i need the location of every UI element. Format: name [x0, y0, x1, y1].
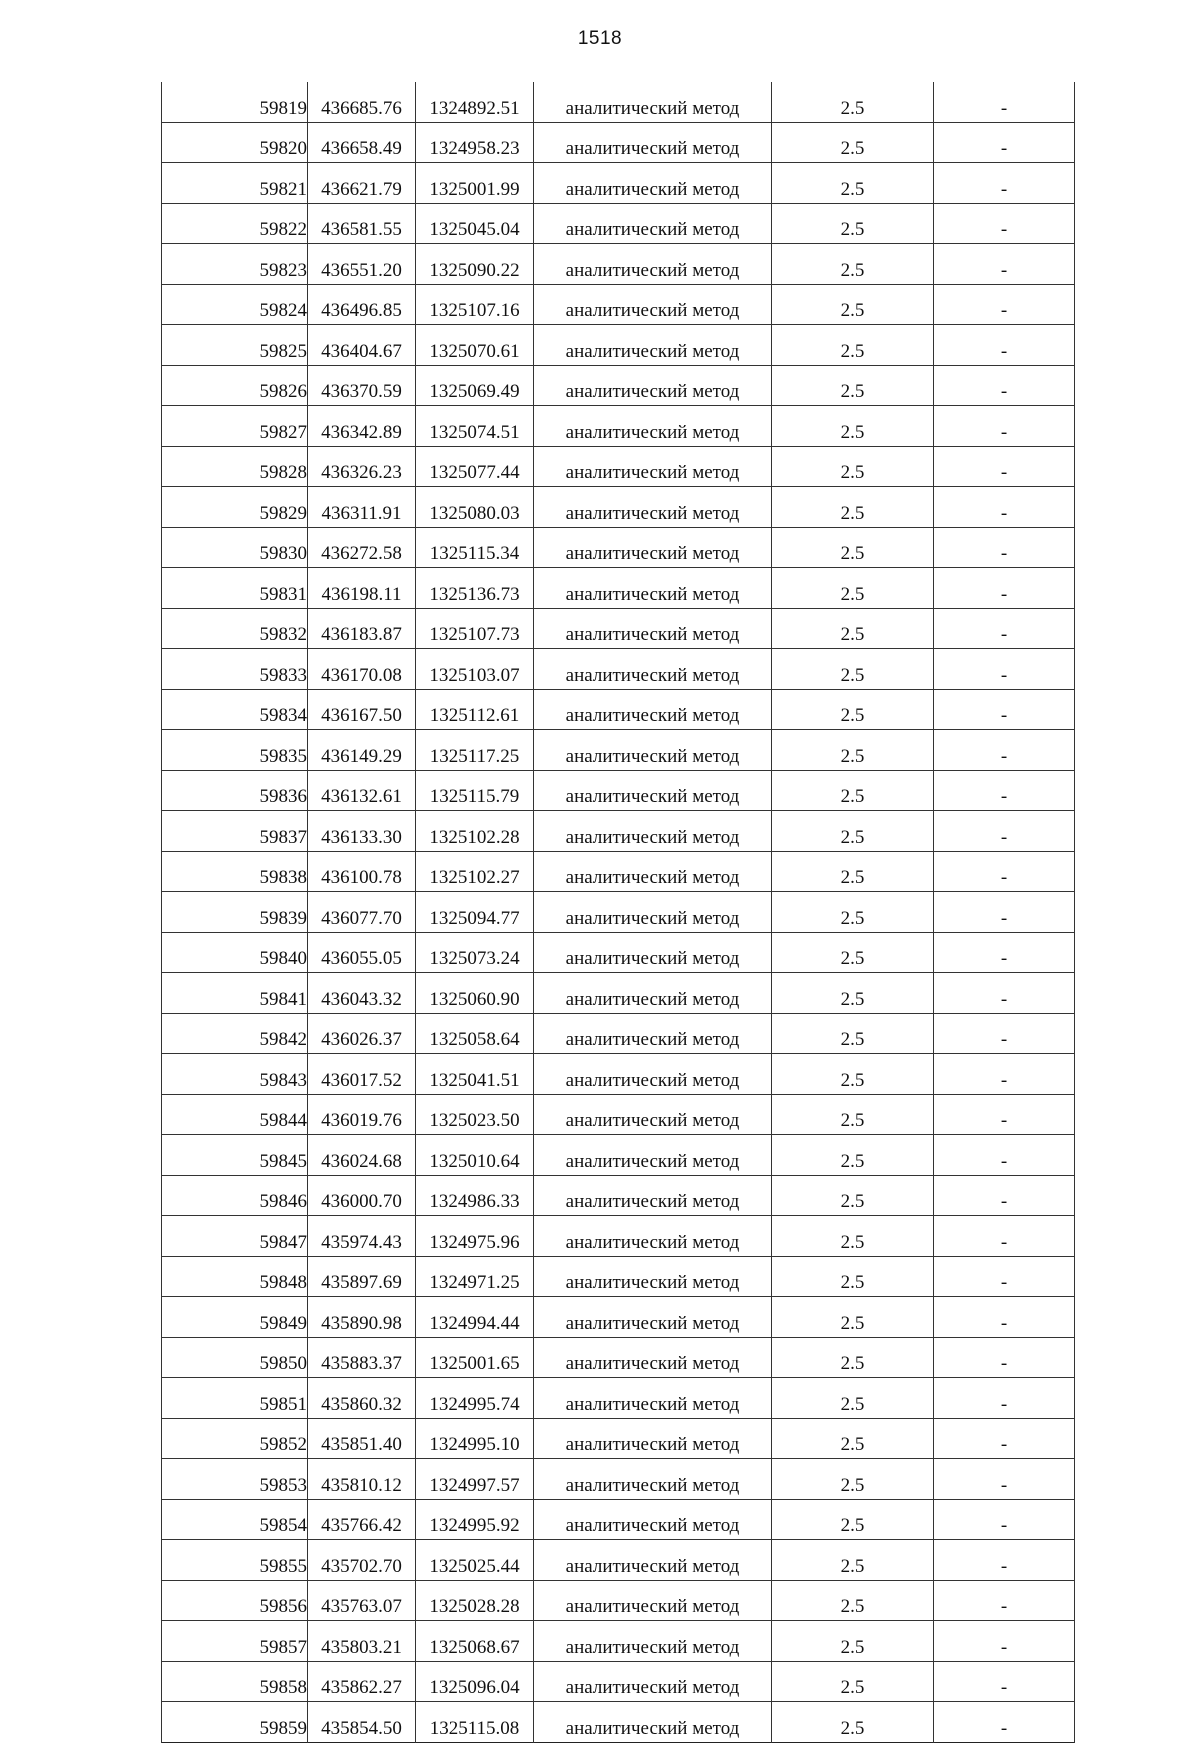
x-coordinate-cell: 436404.67 — [308, 325, 416, 366]
extra-cell: - — [934, 1540, 1075, 1581]
table-row — [162, 163, 1075, 204]
y-coordinate-cell: 1324995.10 — [416, 1418, 534, 1459]
table-row — [162, 1054, 1075, 1095]
accuracy-cell: 2.5 — [772, 1378, 934, 1419]
y-coordinate-cell: 1325001.65 — [416, 1337, 534, 1378]
x-coordinate-cell: 436551.20 — [308, 244, 416, 285]
y-coordinate-cell: 1325107.16 — [416, 284, 534, 325]
method-cell: аналитический метод — [534, 1297, 772, 1338]
point-number-cell: 59852 — [162, 1418, 308, 1459]
extra-cell: - — [934, 932, 1075, 973]
accuracy-cell: 2.5 — [772, 1459, 934, 1500]
point-number-cell: 59826 — [162, 365, 308, 406]
accuracy-cell: 2.5 — [772, 1418, 934, 1459]
y-coordinate-cell: 1325077.44 — [416, 446, 534, 487]
extra-cell: - — [934, 1175, 1075, 1216]
extra-cell: - — [934, 1621, 1075, 1662]
point-number-cell: 59849 — [162, 1297, 308, 1338]
y-coordinate-cell: 1325094.77 — [416, 892, 534, 933]
accuracy-cell: 2.5 — [772, 1337, 934, 1378]
table-row — [162, 406, 1075, 447]
y-coordinate-cell: 1325001.99 — [416, 163, 534, 204]
method-cell: аналитический метод — [534, 730, 772, 771]
method-cell: аналитический метод — [534, 1661, 772, 1702]
method-cell: аналитический метод — [534, 1621, 772, 1662]
x-coordinate-cell: 435766.42 — [308, 1499, 416, 1540]
extra-cell: - — [934, 770, 1075, 811]
accuracy-cell: 2.5 — [772, 1054, 934, 1095]
accuracy-cell: 2.5 — [772, 568, 934, 609]
y-coordinate-cell: 1324971.25 — [416, 1256, 534, 1297]
x-coordinate-cell: 436685.76 — [308, 82, 416, 122]
method-cell: аналитический метод — [534, 892, 772, 933]
point-number-cell: 59823 — [162, 244, 308, 285]
y-coordinate-cell: 1325115.79 — [416, 770, 534, 811]
table-row — [162, 487, 1075, 528]
x-coordinate-cell: 436132.61 — [308, 770, 416, 811]
x-coordinate-cell: 436496.85 — [308, 284, 416, 325]
accuracy-cell: 2.5 — [772, 1297, 934, 1338]
extra-cell: - — [934, 1702, 1075, 1743]
accuracy-cell: 2.5 — [772, 1256, 934, 1297]
method-cell: аналитический метод — [534, 1135, 772, 1176]
table-row — [162, 770, 1075, 811]
extra-cell: - — [934, 1459, 1075, 1500]
extra-cell: - — [934, 487, 1075, 528]
method-cell: аналитический метод — [534, 1459, 772, 1500]
y-coordinate-cell: 1324975.96 — [416, 1216, 534, 1257]
table-row — [162, 1013, 1075, 1054]
y-coordinate-cell: 1325115.08 — [416, 1702, 534, 1743]
x-coordinate-cell: 435702.70 — [308, 1540, 416, 1581]
accuracy-cell: 2.5 — [772, 527, 934, 568]
point-number-cell: 59856 — [162, 1580, 308, 1621]
x-coordinate-cell: 436198.11 — [308, 568, 416, 609]
method-cell: аналитический метод — [534, 122, 772, 163]
table-row — [162, 1378, 1075, 1419]
x-coordinate-cell: 435860.32 — [308, 1378, 416, 1419]
extra-cell: - — [934, 406, 1075, 447]
method-cell: аналитический метод — [534, 1580, 772, 1621]
accuracy-cell: 2.5 — [772, 406, 934, 447]
point-number-cell: 59821 — [162, 163, 308, 204]
extra-cell: - — [934, 1094, 1075, 1135]
method-cell: аналитический метод — [534, 770, 772, 811]
x-coordinate-cell: 436026.37 — [308, 1013, 416, 1054]
x-coordinate-cell: 435763.07 — [308, 1580, 416, 1621]
extra-cell: - — [934, 122, 1075, 163]
extra-cell: - — [934, 1216, 1075, 1257]
accuracy-cell: 2.5 — [772, 770, 934, 811]
extra-cell: - — [934, 811, 1075, 852]
table-row — [162, 1702, 1075, 1743]
point-number-cell: 59832 — [162, 608, 308, 649]
extra-cell: - — [934, 1337, 1075, 1378]
point-number-cell: 59824 — [162, 284, 308, 325]
method-cell: аналитический метод — [534, 365, 772, 406]
x-coordinate-cell: 436183.87 — [308, 608, 416, 649]
method-cell: аналитический метод — [534, 487, 772, 528]
extra-cell: - — [934, 1499, 1075, 1540]
x-coordinate-cell: 436658.49 — [308, 122, 416, 163]
accuracy-cell: 2.5 — [772, 1175, 934, 1216]
y-coordinate-cell: 1325060.90 — [416, 973, 534, 1014]
extra-cell: - — [934, 649, 1075, 690]
y-coordinate-cell: 1325107.73 — [416, 608, 534, 649]
table-row — [162, 1216, 1075, 1257]
method-cell: аналитический метод — [534, 163, 772, 204]
x-coordinate-cell: 436370.59 — [308, 365, 416, 406]
method-cell: аналитический метод — [534, 1702, 772, 1743]
x-coordinate-cell: 436043.32 — [308, 973, 416, 1014]
y-coordinate-cell: 1325112.61 — [416, 689, 534, 730]
coordinates-table — [161, 82, 1075, 1743]
x-coordinate-cell: 435854.50 — [308, 1702, 416, 1743]
x-coordinate-cell: 436272.58 — [308, 527, 416, 568]
accuracy-cell: 2.5 — [772, 1094, 934, 1135]
table-row — [162, 811, 1075, 852]
y-coordinate-cell: 1325070.61 — [416, 325, 534, 366]
x-coordinate-cell: 436100.78 — [308, 851, 416, 892]
method-cell: аналитический метод — [534, 325, 772, 366]
extra-cell: - — [934, 973, 1075, 1014]
x-coordinate-cell: 435890.98 — [308, 1297, 416, 1338]
point-number-cell: 59859 — [162, 1702, 308, 1743]
accuracy-cell: 2.5 — [772, 122, 934, 163]
method-cell: аналитический метод — [534, 284, 772, 325]
table-row — [162, 1094, 1075, 1135]
table-row — [162, 730, 1075, 771]
x-coordinate-cell: 436017.52 — [308, 1054, 416, 1095]
accuracy-cell: 2.5 — [772, 446, 934, 487]
accuracy-cell: 2.5 — [772, 325, 934, 366]
point-number-cell: 59820 — [162, 122, 308, 163]
point-number-cell: 59836 — [162, 770, 308, 811]
x-coordinate-cell: 435883.37 — [308, 1337, 416, 1378]
x-coordinate-cell: 436055.05 — [308, 932, 416, 973]
table-row — [162, 122, 1075, 163]
point-number-cell: 59858 — [162, 1661, 308, 1702]
accuracy-cell: 2.5 — [772, 1621, 934, 1662]
table-row — [162, 1621, 1075, 1662]
x-coordinate-cell: 436581.55 — [308, 203, 416, 244]
accuracy-cell: 2.5 — [772, 649, 934, 690]
x-coordinate-cell: 436019.76 — [308, 1094, 416, 1135]
extra-cell: - — [934, 1054, 1075, 1095]
method-cell: аналитический метод — [534, 932, 772, 973]
point-number-cell: 59844 — [162, 1094, 308, 1135]
y-coordinate-cell: 1324994.44 — [416, 1297, 534, 1338]
point-number-cell: 59848 — [162, 1256, 308, 1297]
accuracy-cell: 2.5 — [772, 82, 934, 122]
accuracy-cell: 2.5 — [772, 203, 934, 244]
y-coordinate-cell: 1325115.34 — [416, 527, 534, 568]
accuracy-cell: 2.5 — [772, 244, 934, 285]
extra-cell: - — [934, 446, 1075, 487]
table-row — [162, 82, 1075, 122]
point-number-cell: 59847 — [162, 1216, 308, 1257]
extra-cell: - — [934, 244, 1075, 285]
extra-cell: - — [934, 163, 1075, 204]
table-row — [162, 689, 1075, 730]
point-number-cell: 59829 — [162, 487, 308, 528]
point-number-cell: 59828 — [162, 446, 308, 487]
table-row — [162, 1418, 1075, 1459]
x-coordinate-cell: 436077.70 — [308, 892, 416, 933]
table-row — [162, 446, 1075, 487]
table-row — [162, 1297, 1075, 1338]
y-coordinate-cell: 1325045.04 — [416, 203, 534, 244]
point-number-cell: 59837 — [162, 811, 308, 852]
y-coordinate-cell: 1324997.57 — [416, 1459, 534, 1500]
table-row — [162, 1459, 1075, 1500]
extra-cell: - — [934, 1661, 1075, 1702]
point-number-cell: 59855 — [162, 1540, 308, 1581]
y-coordinate-cell: 1325058.64 — [416, 1013, 534, 1054]
method-cell: аналитический метод — [534, 446, 772, 487]
table-row — [162, 1175, 1075, 1216]
point-number-cell: 59845 — [162, 1135, 308, 1176]
table-row — [162, 365, 1075, 406]
point-number-cell: 59830 — [162, 527, 308, 568]
accuracy-cell: 2.5 — [772, 1499, 934, 1540]
extra-cell: - — [934, 325, 1075, 366]
extra-cell: - — [934, 689, 1075, 730]
method-cell: аналитический метод — [534, 244, 772, 285]
table-row — [162, 649, 1075, 690]
accuracy-cell: 2.5 — [772, 365, 934, 406]
x-coordinate-cell: 436000.70 — [308, 1175, 416, 1216]
method-cell: аналитический метод — [534, 811, 772, 852]
y-coordinate-cell: 1325103.07 — [416, 649, 534, 690]
extra-cell: - — [934, 1378, 1075, 1419]
table-row — [162, 1337, 1075, 1378]
method-cell: аналитический метод — [534, 1054, 772, 1095]
method-cell: аналитический метод — [534, 1540, 772, 1581]
point-number-cell: 59843 — [162, 1054, 308, 1095]
y-coordinate-cell: 1325025.44 — [416, 1540, 534, 1581]
point-number-cell: 59846 — [162, 1175, 308, 1216]
y-coordinate-cell: 1325069.49 — [416, 365, 534, 406]
point-number-cell: 59857 — [162, 1621, 308, 1662]
accuracy-cell: 2.5 — [772, 1540, 934, 1581]
method-cell: аналитический метод — [534, 689, 772, 730]
x-coordinate-cell: 435862.27 — [308, 1661, 416, 1702]
x-coordinate-cell: 435803.21 — [308, 1621, 416, 1662]
table-row — [162, 203, 1075, 244]
y-coordinate-cell: 1325117.25 — [416, 730, 534, 771]
table-row — [162, 608, 1075, 649]
extra-cell: - — [934, 527, 1075, 568]
point-number-cell: 59819 — [162, 82, 308, 122]
extra-cell: - — [934, 1013, 1075, 1054]
accuracy-cell: 2.5 — [772, 163, 934, 204]
table-row — [162, 244, 1075, 285]
y-coordinate-cell: 1325096.04 — [416, 1661, 534, 1702]
table-row — [162, 284, 1075, 325]
y-coordinate-cell: 1324892.51 — [416, 82, 534, 122]
accuracy-cell: 2.5 — [772, 1216, 934, 1257]
y-coordinate-cell: 1325090.22 — [416, 244, 534, 285]
point-number-cell: 59838 — [162, 851, 308, 892]
method-cell: аналитический метод — [534, 608, 772, 649]
accuracy-cell: 2.5 — [772, 892, 934, 933]
accuracy-cell: 2.5 — [772, 689, 934, 730]
accuracy-cell: 2.5 — [772, 1013, 934, 1054]
extra-cell: - — [934, 1297, 1075, 1338]
extra-cell: - — [934, 82, 1075, 122]
method-cell: аналитический метод — [534, 973, 772, 1014]
y-coordinate-cell: 1324995.92 — [416, 1499, 534, 1540]
x-coordinate-cell: 435810.12 — [308, 1459, 416, 1500]
point-number-cell: 59822 — [162, 203, 308, 244]
x-coordinate-cell: 436326.23 — [308, 446, 416, 487]
point-number-cell: 59835 — [162, 730, 308, 771]
y-coordinate-cell: 1325028.28 — [416, 1580, 534, 1621]
accuracy-cell: 2.5 — [772, 730, 934, 771]
point-number-cell: 59840 — [162, 932, 308, 973]
method-cell: аналитический метод — [534, 1499, 772, 1540]
point-number-cell: 59850 — [162, 1337, 308, 1378]
table-row — [162, 932, 1075, 973]
method-cell: аналитический метод — [534, 851, 772, 892]
table-row — [162, 1580, 1075, 1621]
extra-cell: - — [934, 1418, 1075, 1459]
table-row — [162, 527, 1075, 568]
x-coordinate-cell: 436024.68 — [308, 1135, 416, 1176]
extra-cell: - — [934, 284, 1075, 325]
y-coordinate-cell: 1325074.51 — [416, 406, 534, 447]
table-row — [162, 568, 1075, 609]
extra-cell: - — [934, 203, 1075, 244]
y-coordinate-cell: 1325041.51 — [416, 1054, 534, 1095]
extra-cell: - — [934, 1256, 1075, 1297]
table-row — [162, 1256, 1075, 1297]
extra-cell: - — [934, 568, 1075, 609]
x-coordinate-cell: 435897.69 — [308, 1256, 416, 1297]
point-number-cell: 59839 — [162, 892, 308, 933]
accuracy-cell: 2.5 — [772, 851, 934, 892]
extra-cell: - — [934, 892, 1075, 933]
method-cell: аналитический метод — [534, 1216, 772, 1257]
x-coordinate-cell: 436621.79 — [308, 163, 416, 204]
table-row — [162, 1661, 1075, 1702]
x-coordinate-cell: 436149.29 — [308, 730, 416, 771]
y-coordinate-cell: 1325102.28 — [416, 811, 534, 852]
extra-cell: - — [934, 1580, 1075, 1621]
y-coordinate-cell: 1325068.67 — [416, 1621, 534, 1662]
page-number: 1518 — [577, 28, 623, 49]
point-number-cell: 59854 — [162, 1499, 308, 1540]
x-coordinate-cell: 436133.30 — [308, 811, 416, 852]
method-cell: аналитический метод — [534, 1337, 772, 1378]
y-coordinate-cell: 1325010.64 — [416, 1135, 534, 1176]
accuracy-cell: 2.5 — [772, 608, 934, 649]
method-cell: аналитический метод — [534, 82, 772, 122]
method-cell: аналитический метод — [534, 406, 772, 447]
point-number-cell: 59842 — [162, 1013, 308, 1054]
extra-cell: - — [934, 730, 1075, 771]
accuracy-cell: 2.5 — [772, 1135, 934, 1176]
point-number-cell: 59833 — [162, 649, 308, 690]
point-number-cell: 59851 — [162, 1378, 308, 1419]
method-cell: аналитический метод — [534, 1013, 772, 1054]
point-number-cell: 59831 — [162, 568, 308, 609]
y-coordinate-cell: 1325102.27 — [416, 851, 534, 892]
y-coordinate-cell: 1324995.74 — [416, 1378, 534, 1419]
table-row — [162, 325, 1075, 366]
accuracy-cell: 2.5 — [772, 1702, 934, 1743]
x-coordinate-cell: 436311.91 — [308, 487, 416, 528]
y-coordinate-cell: 1325023.50 — [416, 1094, 534, 1135]
x-coordinate-cell: 436167.50 — [308, 689, 416, 730]
table-row — [162, 1499, 1075, 1540]
y-coordinate-cell: 1325073.24 — [416, 932, 534, 973]
table-row — [162, 1135, 1075, 1176]
table-row — [162, 892, 1075, 933]
accuracy-cell: 2.5 — [772, 487, 934, 528]
y-coordinate-cell: 1325080.03 — [416, 487, 534, 528]
y-coordinate-cell: 1324958.23 — [416, 122, 534, 163]
accuracy-cell: 2.5 — [772, 811, 934, 852]
method-cell: аналитический метод — [534, 1256, 772, 1297]
table-row — [162, 1540, 1075, 1581]
extra-cell: - — [934, 851, 1075, 892]
method-cell: аналитический метод — [534, 1378, 772, 1419]
method-cell: аналитический метод — [534, 1175, 772, 1216]
method-cell: аналитический метод — [534, 1418, 772, 1459]
method-cell: аналитический метод — [534, 1094, 772, 1135]
point-number-cell: 59825 — [162, 325, 308, 366]
method-cell: аналитический метод — [534, 568, 772, 609]
accuracy-cell: 2.5 — [772, 973, 934, 1014]
x-coordinate-cell: 436170.08 — [308, 649, 416, 690]
x-coordinate-cell: 436342.89 — [308, 406, 416, 447]
extra-cell: - — [934, 365, 1075, 406]
x-coordinate-cell: 435851.40 — [308, 1418, 416, 1459]
point-number-cell: 59841 — [162, 973, 308, 1014]
accuracy-cell: 2.5 — [772, 284, 934, 325]
method-cell: аналитический метод — [534, 649, 772, 690]
extra-cell: - — [934, 608, 1075, 649]
x-coordinate-cell: 435974.43 — [308, 1216, 416, 1257]
accuracy-cell: 2.5 — [772, 1661, 934, 1702]
accuracy-cell: 2.5 — [772, 1580, 934, 1621]
accuracy-cell: 2.5 — [772, 932, 934, 973]
method-cell: аналитический метод — [534, 527, 772, 568]
table-row — [162, 973, 1075, 1014]
y-coordinate-cell: 1324986.33 — [416, 1175, 534, 1216]
point-number-cell: 59834 — [162, 689, 308, 730]
y-coordinate-cell: 1325136.73 — [416, 568, 534, 609]
coordinates-table-body — [162, 82, 1075, 1742]
table-row — [162, 851, 1075, 892]
point-number-cell: 59853 — [162, 1459, 308, 1500]
method-cell: аналитический метод — [534, 203, 772, 244]
point-number-cell: 59827 — [162, 406, 308, 447]
extra-cell: - — [934, 1135, 1075, 1176]
